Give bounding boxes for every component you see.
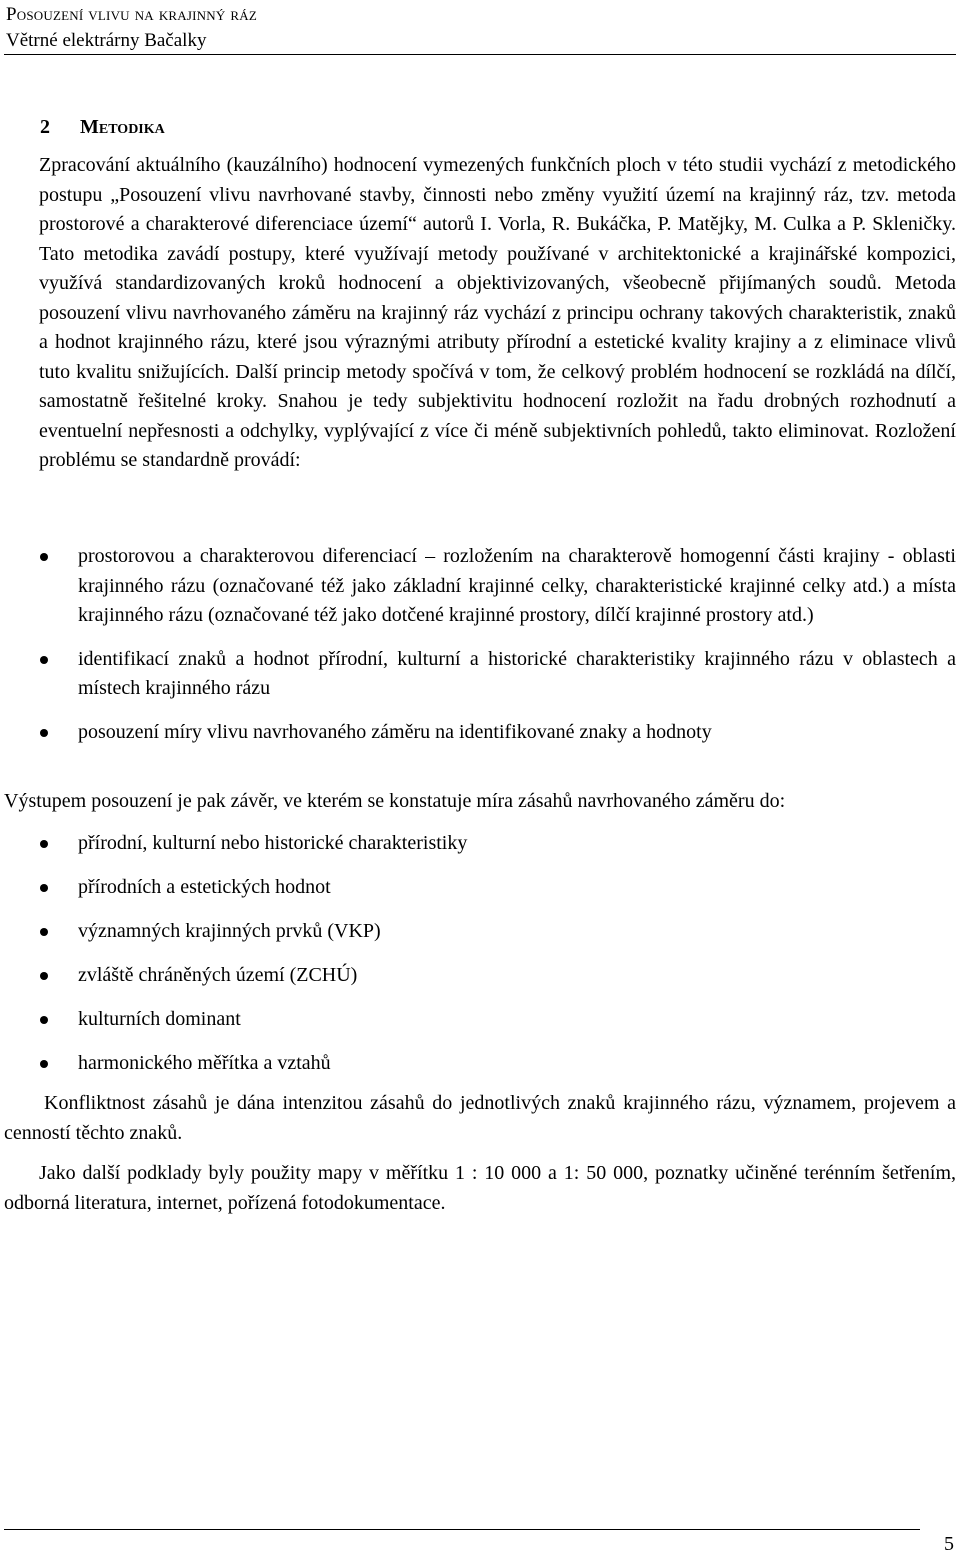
list-item: přírodní, kulturní nebo historické charakteristiky bbox=[4, 829, 956, 859]
list-item: harmonického měřítka a vztahů bbox=[4, 1049, 956, 1079]
output-intro-text: Výstupem posouzení je pak závěr, ve kterém se konstatuje míra zásahů navrhovaného záměru do: bbox=[4, 790, 786, 812]
section-heading bbox=[40, 113, 165, 141]
steps-list bbox=[4, 542, 956, 747]
conflict-block bbox=[4, 1089, 956, 1148]
output-intro-block bbox=[4, 787, 956, 817]
list-item: kulturních dominant bbox=[4, 1005, 956, 1035]
section-title: Metodika bbox=[80, 116, 165, 138]
list-item: identifikací znaků a hodnot přírodní, kulturní a historické charakteristiky krajinného rázu v oblastech a místech krajinného rázu bbox=[4, 645, 956, 704]
page-header bbox=[6, 2, 257, 54]
header-divider bbox=[4, 54, 956, 55]
intro-paragraph: Zpracování aktuálního (kauzálního) hodnocení vymezených funkčních ploch v této studii vychází z metodického postupu „Posouzení vlivu navrhované stavby, činnosti nebo změny využití území na krajinný ráz, tzv. metoda prostorové a charakterové diferenciace území“ autorů I. Vorla, R. Bukáčka, P. Matějky, M. Culka a P. Skleničky. Tato metodika zavádí postupy, které využívají metody používané v architektonické a krajinářské kompozici, využívá standardizovaných kroků hodnocení a objektivizovaných, všeobecně přijímaných soudů. Metoda posouzení vlivu navrhovaného záměru na krajinný ráz vychází z principu ochrany takových charakteristik, znaků a hodnot krajinného rázu, které jsou výraznými atributy přírodní a estetické kvality krajiny a z eliminace vlivů tuto kvalitu snižujících. Další princip metody spočívá v tom, že celkový problém hodnocení se rozkládá na dílčí, samostatně řešitelné kroky. Snahou je tedy subjektivitu hodnocení rozložit na řadu drobných rozhodnutí a eventuelní nepřesnosti a odchylky, vyplývající z více či méně subjektivních pohledů, takto eliminovat. Rozložení problému se standardně provádí: bbox=[39, 154, 956, 471]
sources-block bbox=[4, 1159, 956, 1218]
list-item: zvláště chráněných území (ZCHÚ) bbox=[4, 961, 956, 991]
list-item: přírodních a estetických hodnot bbox=[4, 873, 956, 903]
header-document-title: Posouzení vlivu na krajinný ráz bbox=[6, 4, 257, 25]
intro-block bbox=[4, 151, 956, 476]
list-item: posouzení míry vlivu navrhovaného záměru na identifikované znaky a hodnoty bbox=[4, 718, 956, 748]
output-list-block bbox=[4, 829, 956, 1093]
conflict-paragraph: Konfliktnost zásahů je dána intenzitou zásahů do jednotlivých znaků krajinného rázu, významem, projevem a cenností těchto znaků. bbox=[4, 1092, 956, 1144]
sources-paragraph: Jako další podklady byly použity mapy v měřítku 1 : 10 000 a 1: 50 000, poznatky učiněné terénním šetřením, odborná literatura, internet, pořízená fotodokumentace. bbox=[4, 1162, 956, 1214]
section-number: 2 bbox=[40, 116, 50, 138]
list-item: významných krajinných prvků (VKP) bbox=[4, 917, 956, 947]
page-number: 5 bbox=[944, 1533, 954, 1555]
steps-list-block bbox=[4, 542, 956, 761]
header-project-name: Větrné elektrárny Bačalky bbox=[6, 30, 207, 51]
list-item: prostorovou a charakterovou diferenciací – rozložením na charakterově homogenní části krajiny - oblasti krajinného rázu (označované též jako základní krajinné celky, charakteristické krajinné celky atd.) a místa krajinného rázu (označované též jako dotčené krajinné prostory, dílčí krajinné prostory atd.) bbox=[4, 542, 956, 631]
output-list bbox=[4, 829, 956, 1079]
footer-divider bbox=[4, 1529, 920, 1530]
